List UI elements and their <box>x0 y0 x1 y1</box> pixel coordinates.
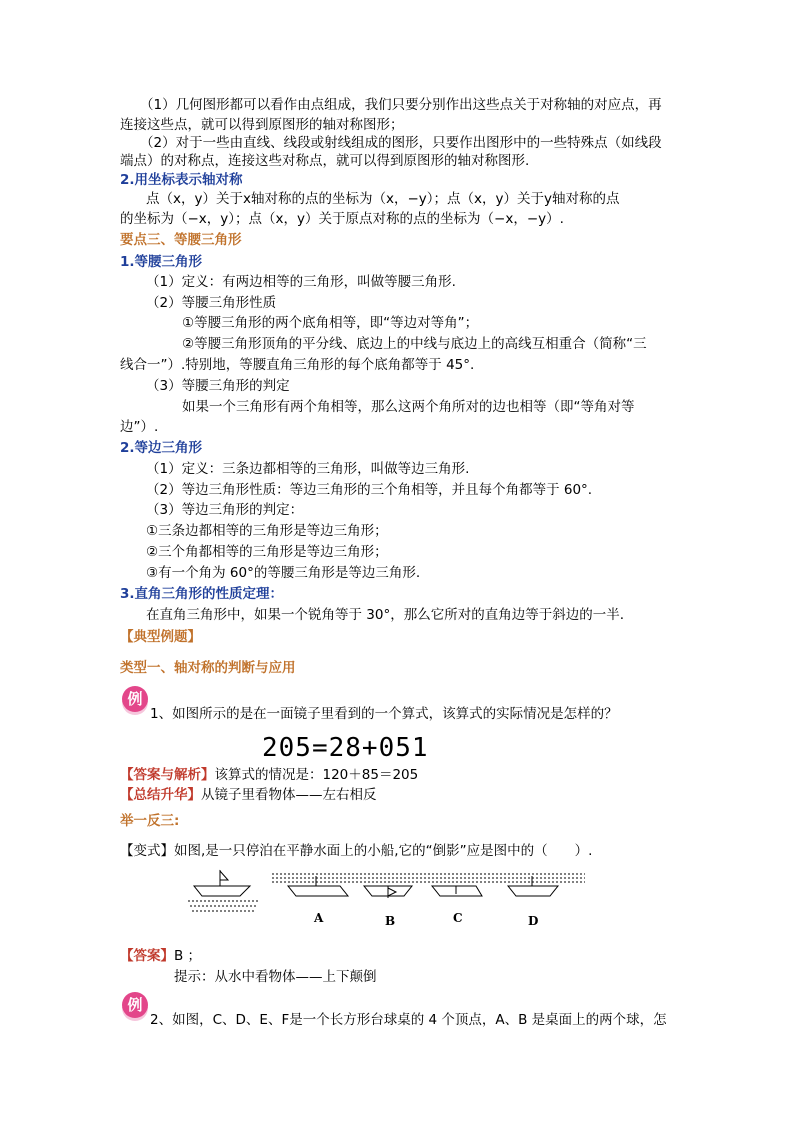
option-label-b: B <box>385 914 396 928</box>
section-heading: 要点三、等腰三角形 <box>120 232 242 248</box>
variant-question: 【变式】如图,是一只停泊在平静水面上的小船,它的“倒影”应是图中的（ ）. <box>120 843 593 859</box>
para-line: （3）等腰三角形的判定 <box>146 378 290 394</box>
para-line: 点（x，y）关于x轴对称的点的坐标为（x，−y）；点（x，y）关于y轴对称的点 <box>146 191 620 207</box>
para-line: ②三个角都相等的三角形是等边三角形； <box>146 544 388 560</box>
section-heading: 2.用坐标表示轴对称 <box>120 172 243 188</box>
summary-tag: 【总结升华】 <box>120 787 201 803</box>
para-line: ③有一个角为 60°的等腰三角形是等边三角形. <box>146 565 421 581</box>
option-a-shape <box>288 876 348 896</box>
para-line: 端点）的对称点，连接这些对称点，就可以得到原图形的轴对称图形. <box>120 153 530 169</box>
para-line: 在直角三角形中，如果一个锐角等于 30°，那么它所对的直角边等于斜边的一半. <box>146 607 625 623</box>
para-line: （2）等腰三角形性质 <box>146 295 277 311</box>
para-line: （1）定义：有两边相等的三角形，叫做等腰三角形. <box>146 274 456 290</box>
sub-heading: 3.直角三角形的性质定理： <box>120 586 284 602</box>
sub-heading: 2.等边三角形 <box>120 440 203 456</box>
option-c-shape <box>432 886 482 896</box>
para-line: （3）等边三角形的判定： <box>146 502 304 518</box>
para-line: ①等腰三角形的两个底角相等，即“等边对等角”； <box>182 315 479 331</box>
para-line: 如果一个三角形有两个角相等，那么这两个角所对的边也相等（即“等角对等 <box>182 399 635 415</box>
variant-answer-line <box>120 947 201 965</box>
para-line: 的坐标为（−x，y）；点（x，y）关于原点对称的点的坐标为（−x，−y）. <box>120 211 564 227</box>
answer-line <box>120 766 418 784</box>
mirror-equation: 205=28+051 <box>262 733 429 763</box>
para-line: ①三条边都相等的三角形是等边三角形； <box>146 523 388 539</box>
para-line: 连接这些点，就可以得到原图形的轴对称图形； <box>120 117 404 133</box>
hint-text: 提示：从水中看物体——上下颠倒 <box>174 969 377 985</box>
question-text: 1、如图所示的是在一面镜子里看到的一个算式，该算式的实际情况是怎样的？ <box>150 706 618 722</box>
option-label-d: D <box>528 914 539 928</box>
option-label-c: C <box>453 911 463 925</box>
summary-text: 从镜子里看物体——左右相反 <box>201 787 377 803</box>
drill-heading: 举一反三: <box>120 813 180 829</box>
sub-heading: 1.等腰三角形 <box>120 254 203 270</box>
summary-line <box>120 786 377 804</box>
option-d-shape <box>508 876 558 896</box>
para-line: （1）定义：三条边都相等的三角形，叫做等边三角形. <box>146 461 470 477</box>
para-line: 边”）. <box>120 419 159 435</box>
section-heading: 【典型例题】 <box>120 629 201 645</box>
option-b-shape <box>364 886 412 898</box>
para-line: ②等腰三角形顶角的平分线、底边上的中线与底边上的高线互相重合（简称“三 <box>182 336 647 352</box>
para-line: （1）几何图形都可以看作由点组成，我们只要分别作出这些点关于对称轴的对应点，再 <box>140 97 662 113</box>
variant-answer-text: B ； <box>174 948 202 964</box>
example-badge: 例 <box>122 992 148 1018</box>
example-badge: 例 <box>122 686 148 712</box>
para-line: 线合一”）.特别地，等腰直角三角形的每个底角都等于 45°. <box>120 357 475 373</box>
question-text: 2、如图，C、D、E、F是一个长方形台球桌的 4 个顶点，A、B 是桌面上的两个球，怎 <box>150 1012 667 1028</box>
answer-tag: 【答案与解析】 <box>120 767 215 783</box>
water-lines <box>272 874 585 882</box>
para-line: （2）对于一些由直线、线段或射线组成的图形，只要作出图形中的一些特殊点（如线段 <box>140 135 662 151</box>
option-label-a: A <box>314 911 324 925</box>
boat-icon <box>188 870 258 911</box>
variant-answer-tag: 【答案】 <box>120 948 174 964</box>
section-heading: 类型一、轴对称的判断与应用 <box>120 660 296 676</box>
para-line: （2）等边三角形性质：等边三角形的三个角相等，并且每个角都等于 60°. <box>146 482 593 498</box>
answer-text: 该算式的情况是：120＋85＝205 <box>214 767 419 783</box>
